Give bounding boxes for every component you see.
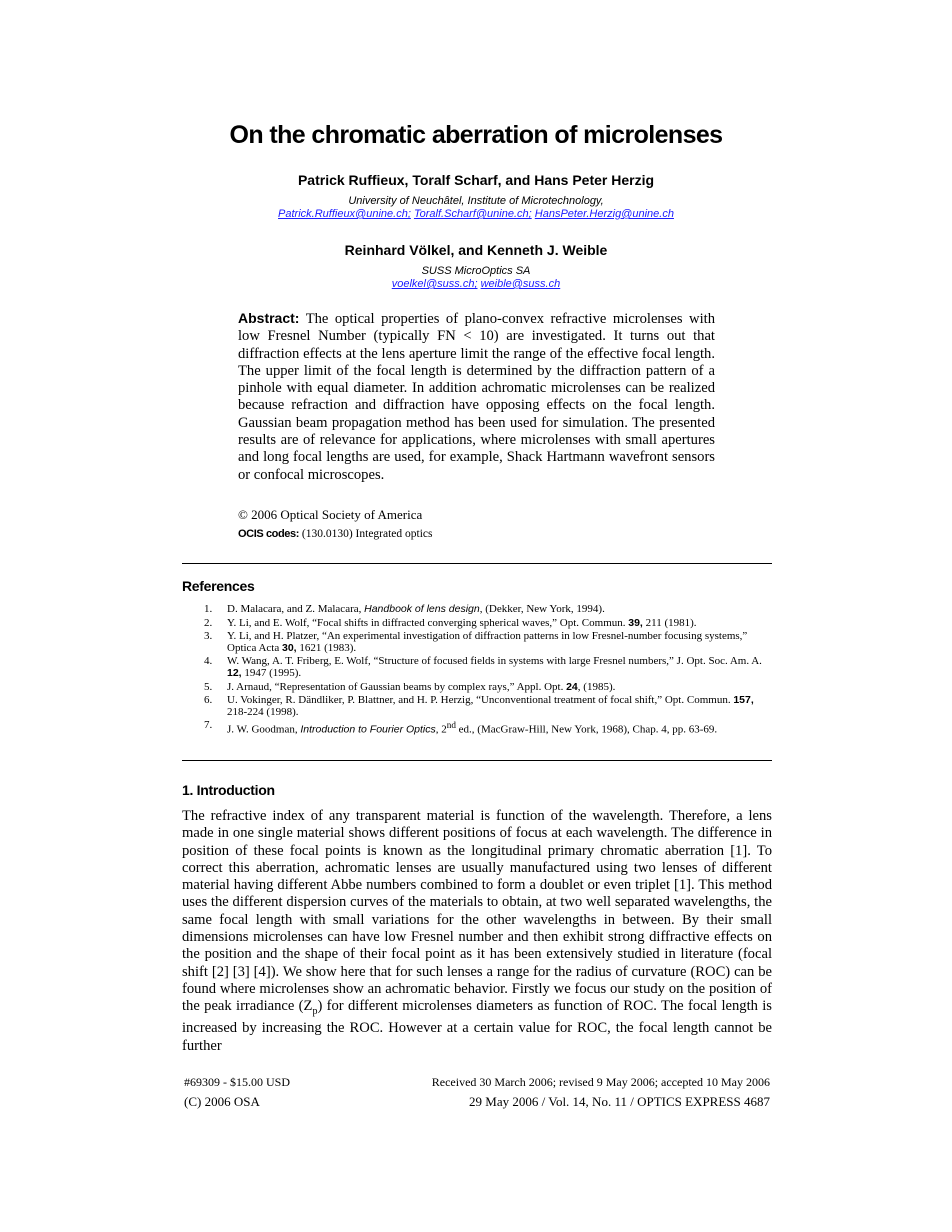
copyright-notice: © 2006 Optical Society of America [238, 507, 423, 522]
email-list-secondary [0, 278, 952, 291]
reference-list [182, 604, 772, 739]
affiliation-primary: University of Neuchâtel, Institute of Microtechnology, [348, 195, 604, 207]
abstract [238, 310, 715, 484]
reference-item: 7. J. W. Goodman, Introduction to Fourier Optics, 2nd ed., (MacGraw-Hill, New York, 1968), Chap. 4, pp. 63-69. [204, 719, 718, 736]
article-id-price: #69309 - $15.00 USD [184, 1075, 291, 1089]
references-heading: References [182, 578, 255, 594]
reference-item: 2. Y. Li, and E. Wolf, “Focal shifts in diffracted converging spherical waves,” Opt. Commun. 39, 211 (1981). [204, 616, 697, 629]
received-dates: Received 30 March 2006; revised 9 May 2006; accepted 10 May 2006 [431, 1075, 770, 1089]
email-link[interactable]: Toralf.Scharf@unine.ch; [413, 208, 532, 220]
author-list-secondary: Reinhard Völkel, and Kenneth J. Weible [344, 242, 608, 258]
reference-item: 3. Y. Li, and H. Platzer, “An experimental investigation of diffraction patterns in low Fresnel-number focusing systems,” Optica Acta 30, 1621 (1983). [204, 630, 748, 654]
introduction-paragraph: The refractive index of any transparent material is function of the wavelength. Therefore, a lens made in one single material shows different positions of focus at each wavelength. The difference in position of these focal points is known as the longitudinal primary chromatic aberration [1]. To correct this aberration, achromatic lenses are usually manufactured using two lenses of different material having different Abbe numbers combined to form a doublet or even triplet [1]. This method uses the different dispersion curves of the materials to obtain, at two well separated wavelengths, the same focal length with small variations for the other wavelengths in between. By their small dimensions microlenses can have low Fresnel number and then exhibit strong diffractive effects on the position and the shape of their focal point as it has been extensively studied in literature (focal shift [2] [3] [4]). We show here that for such lenses a range for the radius of curvature (ROC) can be found where microlenses show an achromatic behavior. Firstly we focus our study on the position of the peak irradiance $(Z_p)$ for different microlenses diameters as function of ROC. The focal length is increased by increasing the ROC. However at a certain value for ROC, the focal length cannot be further [182, 808, 772, 1054]
author-list-primary: Patrick Ruffieux, Toralf Scharf, and Hans Peter Herzig [297, 172, 655, 188]
divider [182, 760, 772, 761]
ocis-label: OCIS codes: [238, 528, 300, 540]
introduction-heading: 1. Introduction [182, 782, 275, 798]
footer-copyright: (C) 2006 OSA [184, 1094, 260, 1109]
email-link[interactable]: weible@suss.ch [480, 278, 561, 290]
email-link[interactable]: HansPeter.Herzig@unine.ch [534, 208, 674, 220]
reference-item: 6. U. Vokinger, R. Dändliker, P. Blattner, and H. P. Herzig, “Unconventional treatment of focal shift,” Opt. Commun. 157, 218-224 (1998). [204, 694, 754, 718]
email-list-primary [0, 208, 952, 221]
journal-citation: 29 May 2006 / Vol. 14, No. 11 / OPTICS EXPRESS 4687 [469, 1094, 770, 1109]
reference-item: 1. D. Malacara, and Z. Malacara, Handbook of lens design, (Dekker, New York, 1994). [204, 603, 605, 615]
paper-title: On the chromatic aberration of microlenses [229, 121, 723, 149]
ocis-codes [238, 528, 433, 540]
divider [182, 563, 772, 564]
abstract-label: Abstract: [238, 310, 300, 326]
affiliation-secondary: SUSS MicroOptics SA [421, 265, 531, 277]
email-link[interactable]: Patrick.Ruffieux@unine.ch; [278, 208, 411, 220]
abstract-text: The optical properties of plano-convex refractive microlenses with low Fresnel Number (typically FN < 10) are investigated. It turns out that diffraction effects at the lens aperture limit the range of the effective focal length. The upper limit of the focal length is determined by the diffraction pattern of a pinhole with equal diameter. In addition achromatic microlenses can be realized because refraction and diffraction have opposing effects on the focal length. Gaussian beam propagation method has been used for simulation. The presented results are of relevance for applications, where microlenses with small apertures and long focal lengths are used, for example, Shack Hartmann wavefront sensors or confocal microscopes. [238, 311, 716, 483]
ocis-value: (130.0130) Integrated optics [301, 528, 433, 540]
reference-item: 4. W. Wang, A. T. Friberg, E. Wolf, “Structure of focused fields in systems with large Fresnel numbers,” J. Opt. Soc. Am. A. 12, 1947 (1995). [204, 655, 762, 679]
reference-item: 5. J. Arnaud, “Representation of Gaussian beams by complex rays,” Appl. Opt. 24, (1985). [204, 680, 616, 693]
email-link[interactable]: voelkel@suss.ch; [391, 278, 478, 290]
